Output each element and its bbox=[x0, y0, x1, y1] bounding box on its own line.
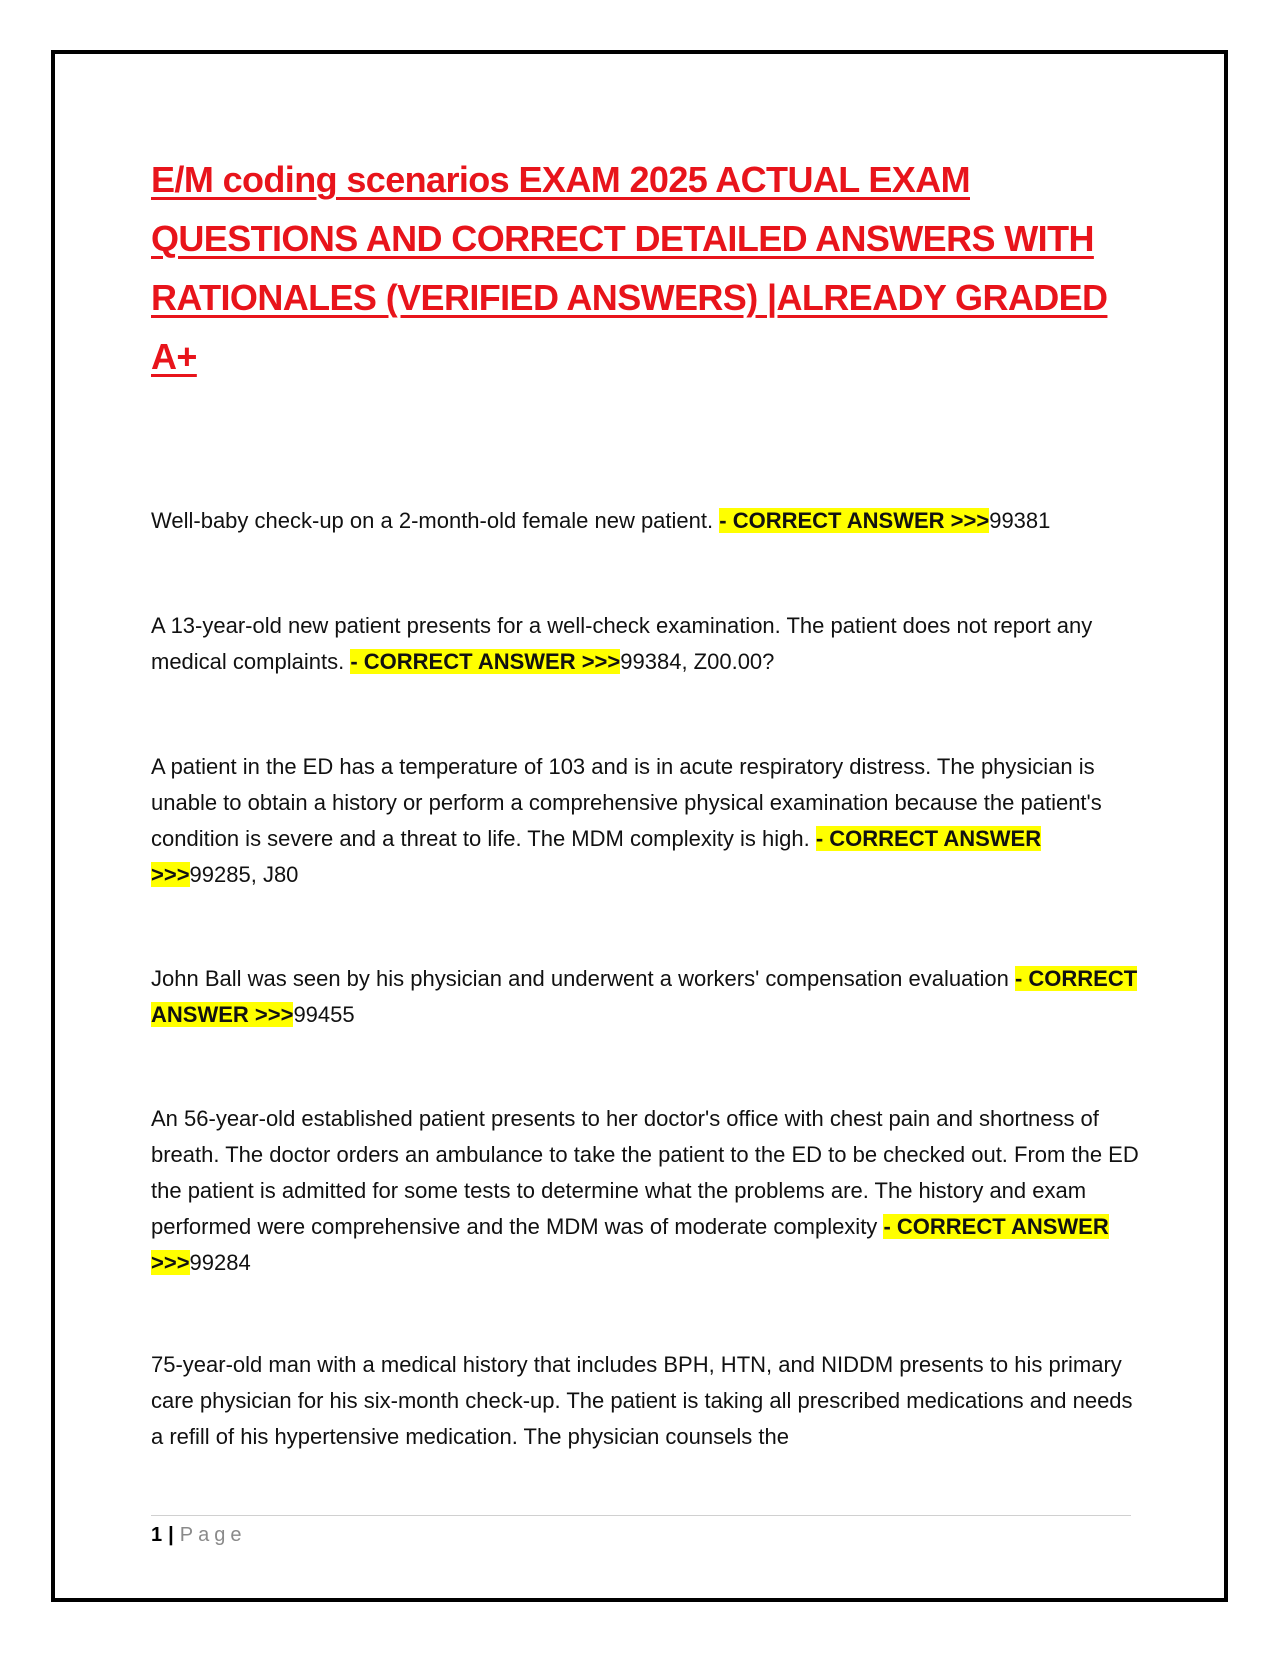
footer-divider bbox=[151, 1515, 1131, 1516]
question-text: Well-baby check-up on a 2-month-old female new patient. bbox=[151, 508, 714, 533]
answer-text: 99384, Z00.00? bbox=[620, 649, 775, 674]
question-text: A 13-year-old new patient presents for a well-check examination. The patient does not report any medical complaints. bbox=[151, 613, 1093, 674]
page-label: Page bbox=[179, 1524, 247, 1546]
qa-item-4 bbox=[151, 961, 1141, 1033]
qa-item-3 bbox=[151, 749, 1141, 893]
answer-text: 99455 bbox=[293, 1002, 355, 1027]
qa-item-1 bbox=[151, 503, 1141, 539]
question-text: An 56-year-old established patient presents to her doctor's office with chest pain and shortness of breath. The doctor orders an ambulance to take the patient to the ED to be checked out. From the ED the patient is admitted for some tests to determine what the problems are. The history and exam performed were comprehensive and the MDM was of moderate complexity bbox=[151, 1106, 1139, 1239]
question-text: A patient in the ED has a temperature of 103 and is in acute respiratory distress. The physician is unable to obtain a history or perform a comprehensive physical examination because the patient's condition is severe and a threat to life. The MDM complexity is high. bbox=[151, 754, 1102, 851]
correct-answer-marker: - CORRECT ANSWER >>> bbox=[151, 1214, 1109, 1275]
qa-item-6 bbox=[151, 1347, 1141, 1455]
answer-text: 99284 bbox=[189, 1250, 251, 1275]
correct-answer-marker: - CORRECT ANSWER >>> bbox=[151, 826, 1042, 887]
qa-item-5 bbox=[151, 1101, 1141, 1281]
question-text: John Ball was seen by his physician and underwent a workers' compensation evaluation bbox=[151, 966, 1009, 991]
qa-item-2 bbox=[151, 608, 1141, 680]
correct-answer-marker: - CORRECT ANSWER >>> bbox=[719, 508, 990, 533]
correct-answer-marker: - CORRECT ANSWER >>> bbox=[151, 966, 1138, 1027]
answer-text: 99381 bbox=[989, 508, 1051, 533]
question-text: 75-year-old man with a medical history that includes BPH, HTN, and NIDDM presents to his primary care physician for his six-month check-up. The patient is taking all prescribed medications and needs a refill of his hypertensive medication. The physician counsels the bbox=[151, 1352, 1133, 1449]
footer-separator: | bbox=[168, 1524, 174, 1546]
page-number: 1 bbox=[151, 1524, 163, 1546]
page-footer bbox=[151, 1520, 246, 1550]
correct-answer-marker: - CORRECT ANSWER >>> bbox=[350, 649, 621, 674]
document-title: E/M coding scenarios EXAM 2025 ACTUAL EXAM QUESTIONS AND CORRECT DETAILED ANSWERS WITH RATIONALES (VERIFIED ANSWERS) |ALREADY GRADED A+ bbox=[151, 159, 1108, 377]
answer-text: 99285, J80 bbox=[189, 862, 299, 887]
document-header bbox=[151, 150, 1141, 386]
